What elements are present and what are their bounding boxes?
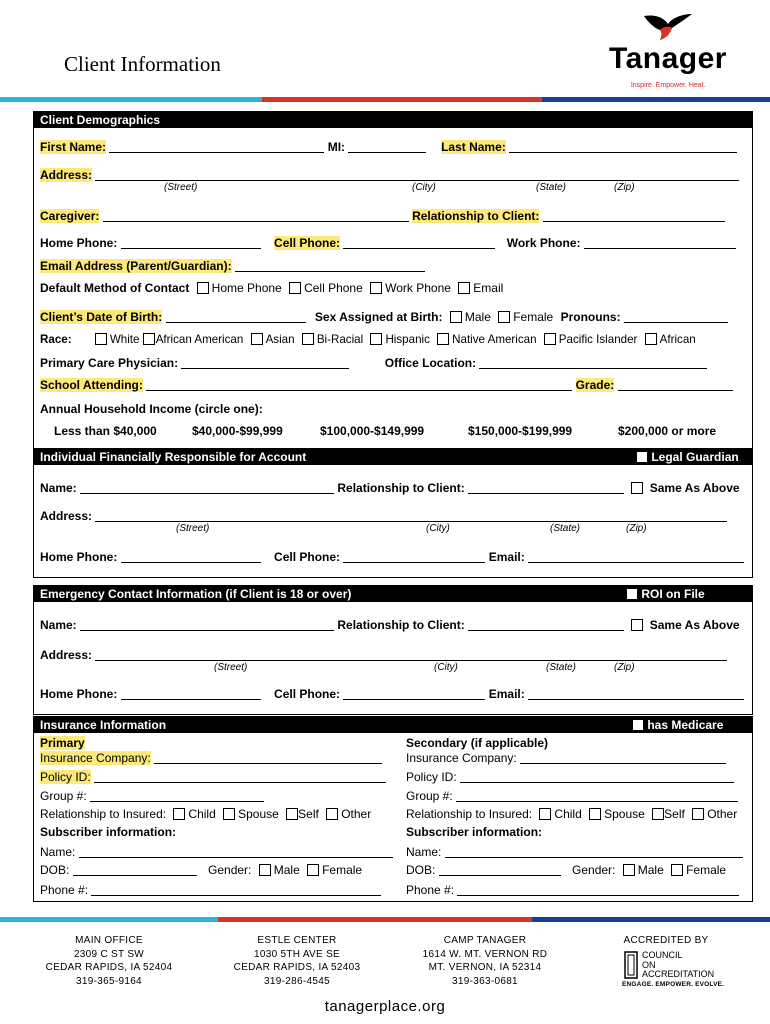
option-label: Email xyxy=(473,281,504,295)
primary-policy-field[interactable] xyxy=(94,771,386,783)
roi-checkbox[interactable] xyxy=(626,588,638,600)
physician-label: Primary Care Physician: xyxy=(40,356,179,370)
em-address-field[interactable] xyxy=(95,649,727,661)
secondary-group-label: Group #: xyxy=(406,789,453,803)
primary-relation-label: Relationship to Insured: xyxy=(40,807,167,821)
zip-caption: (Zip) xyxy=(626,523,647,534)
secondary-gender-label: Gender: xyxy=(572,863,616,877)
option-label: Female xyxy=(513,310,554,324)
primary-spouse-checkbox[interactable] xyxy=(223,808,235,820)
website-link[interactable]: tanagerplace.org xyxy=(324,998,446,1015)
accredited-label: ACCREDITED BY xyxy=(623,935,709,946)
fin-cell-phone-label: Cell Phone: xyxy=(274,550,341,564)
em-relationship-field[interactable] xyxy=(468,619,624,631)
primary-gender-label: Gender: xyxy=(208,863,252,877)
first-name-field[interactable] xyxy=(109,141,324,153)
caregiver-field[interactable] xyxy=(103,210,409,222)
primary-sub-name-label: Name: xyxy=(40,845,76,859)
secondary-dob-label: DOB: xyxy=(406,863,436,877)
pronouns-field[interactable] xyxy=(624,311,728,323)
em-same-label: Same As Above xyxy=(649,618,740,632)
last-name-field[interactable] xyxy=(509,141,737,153)
fin-home-phone-field[interactable] xyxy=(121,551,261,563)
email-label: Email Address (Parent/Guardian): xyxy=(40,259,232,273)
primary-male-checkbox[interactable] xyxy=(259,864,271,876)
school-label: School Attending: xyxy=(40,378,143,392)
secondary-subscriber-label: Subscriber information: xyxy=(406,825,543,839)
option-label: Self xyxy=(298,807,319,821)
secondary-relation-label: Relationship to Insured: xyxy=(406,807,533,821)
relationship-label: Relationship to Client: xyxy=(412,209,540,223)
office-city: MT. VERNON, IA 52314 xyxy=(428,962,542,973)
checkbox-hispanic[interactable] xyxy=(370,333,382,345)
primary-policy-label: Policy ID: xyxy=(40,770,91,784)
em-home-phone-label: Home Phone: xyxy=(40,687,118,701)
office-phone: 319-286-4545 xyxy=(264,975,330,987)
tanager-logo xyxy=(604,12,732,92)
office-label: Office Location: xyxy=(384,356,477,370)
checkbox-pacific-islander[interactable] xyxy=(544,333,556,345)
pronouns-label: Pronouns: xyxy=(560,310,621,324)
header-stripe-cyan xyxy=(0,97,262,102)
income-option[interactable]: $200,000 or more xyxy=(618,424,717,438)
medicare-checkbox[interactable] xyxy=(632,719,644,731)
office-street: 2309 C ST SW xyxy=(73,948,145,960)
option-label: Male xyxy=(464,310,491,324)
relationship-field[interactable] xyxy=(543,210,725,222)
primary-dob-field[interactable] xyxy=(73,864,197,876)
checkbox-email[interactable] xyxy=(458,282,470,294)
primary-female-checkbox[interactable] xyxy=(307,864,319,876)
race-label: Race: xyxy=(40,333,72,346)
section-header: Insurance Information xyxy=(34,717,752,733)
primary-title: Primary xyxy=(40,736,85,750)
header-stripe-red xyxy=(262,97,542,102)
option-label: Cell Phone xyxy=(304,281,363,295)
em-home-phone-field[interactable] xyxy=(121,688,261,700)
fin-relationship-field[interactable] xyxy=(468,482,624,494)
header-stripe-blue xyxy=(542,97,770,102)
secondary-phone-label: Phone #: xyxy=(406,883,455,897)
option-label: Native American xyxy=(452,333,537,346)
city-caption: (City) xyxy=(412,182,436,193)
office-city: CEDAR RAPIDS, IA 52403 xyxy=(233,962,361,973)
em-same-checkbox[interactable] xyxy=(631,619,643,631)
em-address-label: Address: xyxy=(40,648,93,662)
home-phone-label: Home Phone: xyxy=(40,236,118,250)
primary-phone-label: Phone #: xyxy=(40,883,89,897)
option-label: Other xyxy=(707,807,738,821)
roi-option[interactable] xyxy=(626,586,705,602)
primary-sub-name-field[interactable] xyxy=(79,846,393,858)
primary-subscriber-label: Subscriber information: xyxy=(40,825,177,839)
mi-label: MI: xyxy=(327,140,346,154)
coa-tagline: ENGAGE. EMPOWER. EVOLVE. xyxy=(622,981,725,988)
address-label: Address: xyxy=(40,168,93,182)
office-phone: 319-365-9164 xyxy=(76,975,142,987)
option-label: Self xyxy=(664,807,685,821)
cell-phone-label: Cell Phone: xyxy=(274,236,341,250)
office-city: CEDAR RAPIDS, IA 52404 xyxy=(45,962,173,973)
work-phone-label: Work Phone: xyxy=(506,236,581,250)
option-label: Hispanic xyxy=(385,333,430,346)
primary-company-field[interactable] xyxy=(154,752,382,764)
primary-dob-label: DOB: xyxy=(40,863,70,877)
dob-field[interactable] xyxy=(166,311,306,323)
office-name: ESTLE CENTER xyxy=(257,935,337,946)
medicare-option[interactable] xyxy=(632,717,723,733)
demographics-section xyxy=(33,111,753,453)
secondary-male-checkbox[interactable] xyxy=(623,864,635,876)
page-title: Client Information xyxy=(64,52,221,76)
fin-email-label: Email: xyxy=(488,550,525,564)
fin-home-phone-label: Home Phone: xyxy=(40,550,118,564)
option-label: Female xyxy=(686,863,727,877)
primary-company-label: Insurance Company: xyxy=(40,751,151,765)
checkbox-native-american[interactable] xyxy=(437,333,449,345)
option-label: Child xyxy=(188,807,216,821)
option-label: Bi-Racial xyxy=(316,333,364,346)
dob-label: Client’s Date of Birth: xyxy=(40,310,163,324)
income-option[interactable]: $150,000-$199,999 xyxy=(468,424,573,438)
fin-email-field[interactable] xyxy=(528,551,744,563)
checkbox-home-phone[interactable] xyxy=(197,282,209,294)
financial-section xyxy=(33,448,753,578)
option-label: Spouse xyxy=(604,807,645,821)
option-label: Spouse xyxy=(238,807,279,821)
coa-line: ON xyxy=(642,959,656,970)
primary-group-label: Group #: xyxy=(40,789,87,803)
option-label: Female xyxy=(322,863,363,877)
logo-tagline: Inspire. Empower. Heal. xyxy=(630,82,706,89)
option-label: Work Phone xyxy=(385,281,451,295)
office-field[interactable] xyxy=(479,357,707,369)
city-caption: (City) xyxy=(434,662,458,673)
income-option[interactable]: $40,000-$99,999 xyxy=(192,424,283,438)
office-phone: 319-363-0681 xyxy=(452,975,518,987)
secondary-self-checkbox[interactable] xyxy=(652,808,664,820)
em-email-field[interactable] xyxy=(528,688,744,700)
accreditation-block xyxy=(604,934,728,948)
secondary-other-checkbox[interactable] xyxy=(692,808,704,820)
sex-label: Sex Assigned at Birth: xyxy=(314,310,443,324)
coa-line: ACCREDITATION xyxy=(642,969,715,979)
section-header: Emergency Contact Information (if Client is 18 or over) xyxy=(34,586,752,602)
zip-caption: (Zip) xyxy=(614,182,635,193)
secondary-policy-field[interactable] xyxy=(460,771,734,783)
office-street: 1614 W. MT. VERNON RD xyxy=(422,948,548,960)
fin-address-label: Address: xyxy=(40,509,93,523)
default-contact-label: Default Method of Contact xyxy=(40,281,190,295)
primary-group-field[interactable] xyxy=(90,790,264,802)
secondary-group-field[interactable] xyxy=(456,790,738,802)
option-label: Home Phone xyxy=(211,281,282,295)
footer-stripe-red xyxy=(218,917,532,922)
primary-child-checkbox[interactable] xyxy=(173,808,185,820)
option-label: Other xyxy=(341,807,372,821)
last-name-label: Last Name: xyxy=(441,140,506,154)
legal-guardian-option[interactable] xyxy=(636,449,739,465)
secondary-sub-name-field[interactable] xyxy=(445,846,743,858)
primary-self-checkbox[interactable] xyxy=(286,808,298,820)
secondary-title: Secondary (if applicable) xyxy=(406,736,549,750)
medicare-label: has Medicare xyxy=(647,718,724,732)
home-phone-field[interactable] xyxy=(121,237,261,249)
checkbox-african-american[interactable] xyxy=(143,333,155,345)
em-cell-phone-label: Cell Phone: xyxy=(274,687,341,701)
office-name: CAMP TANAGER xyxy=(443,935,527,946)
income-option[interactable]: Less than $40,000 xyxy=(54,424,157,438)
estle-center-block xyxy=(218,934,376,988)
checkbox-bi-racial[interactable] xyxy=(302,333,314,345)
fin-same-label: Same As Above xyxy=(649,481,740,495)
income-option[interactable]: $100,000-$149,999 xyxy=(320,424,425,438)
legal-guardian-label: Legal Guardian xyxy=(651,450,739,464)
option-label: White xyxy=(109,333,140,346)
checkbox-african[interactable] xyxy=(645,333,657,345)
fin-name-field[interactable] xyxy=(80,482,334,494)
coa-logo-icon xyxy=(624,951,638,979)
insurance-section xyxy=(33,716,753,902)
zip-caption: (Zip) xyxy=(614,662,635,673)
option-label: Male xyxy=(273,863,300,877)
em-email-label: Email: xyxy=(488,687,525,701)
fin-same-checkbox[interactable] xyxy=(631,482,643,494)
section-header: Client Demographics xyxy=(34,112,752,128)
work-phone-field[interactable] xyxy=(584,237,736,249)
option-label: African xyxy=(659,333,696,346)
em-name-field[interactable] xyxy=(80,619,334,631)
secondary-policy-label: Policy ID: xyxy=(406,770,457,784)
secondary-phone-field[interactable] xyxy=(457,884,739,896)
mi-field[interactable] xyxy=(348,141,426,153)
email-field[interactable] xyxy=(235,260,425,272)
state-caption: (State) xyxy=(536,182,567,193)
option-label: Asian xyxy=(265,333,295,346)
camp-tanager-block xyxy=(406,934,564,988)
fin-name-label: Name: xyxy=(40,481,77,495)
primary-phone-field[interactable] xyxy=(91,884,381,896)
first-name-label: First Name: xyxy=(40,140,107,154)
office-name: MAIN OFFICE xyxy=(75,935,143,946)
cell-phone-field[interactable] xyxy=(343,237,495,249)
fin-address-field[interactable] xyxy=(95,510,727,522)
em-name-label: Name: xyxy=(40,618,77,632)
checkbox-male[interactable] xyxy=(450,311,462,323)
fin-cell-phone-field[interactable] xyxy=(343,551,485,563)
city-caption: (City) xyxy=(426,523,450,534)
checkbox-white[interactable] xyxy=(95,333,107,345)
street-caption: (Street) xyxy=(214,662,248,673)
emergency-section xyxy=(33,585,753,715)
option-label: Pacific Islander xyxy=(558,333,638,346)
checkbox-female[interactable] xyxy=(498,311,510,323)
state-caption: (State) xyxy=(550,523,581,534)
checkbox-work-phone[interactable] xyxy=(370,282,382,294)
bird-icon xyxy=(642,12,694,42)
grade-field[interactable] xyxy=(618,379,733,391)
footer-stripe-blue xyxy=(532,917,770,922)
checkbox-asian[interactable] xyxy=(251,333,263,345)
logo-wordmark: Tanager xyxy=(609,42,727,75)
income-label: Annual Household Income (circle one): xyxy=(40,402,263,416)
secondary-child-checkbox[interactable] xyxy=(539,808,551,820)
checkbox-cell-phone[interactable] xyxy=(289,282,301,294)
address-field[interactable] xyxy=(95,169,739,181)
street-caption: (Street) xyxy=(164,182,198,193)
physician-field[interactable] xyxy=(181,357,349,369)
coa-line: COUNCIL xyxy=(642,950,683,960)
option-label: Male xyxy=(637,863,664,877)
option-label: Child xyxy=(554,807,582,821)
roi-label: ROI on File xyxy=(641,587,705,601)
footer-stripe-cyan xyxy=(0,917,218,922)
secondary-sub-name-label: Name: xyxy=(406,845,442,859)
school-field[interactable] xyxy=(146,379,572,391)
secondary-spouse-checkbox[interactable] xyxy=(589,808,601,820)
coa-wordmark xyxy=(642,951,714,980)
secondary-company-label: Insurance Company: xyxy=(406,751,517,765)
secondary-company-field[interactable] xyxy=(520,752,726,764)
caregiver-label: Caregiver: xyxy=(40,209,100,223)
section-header: Individual Financially Responsible for Account xyxy=(34,449,752,465)
street-caption: (Street) xyxy=(176,523,210,534)
secondary-female-checkbox[interactable] xyxy=(671,864,683,876)
em-cell-phone-field[interactable] xyxy=(343,688,485,700)
secondary-dob-field[interactable] xyxy=(439,864,561,876)
main-office-block xyxy=(30,934,188,988)
grade-label: Grade: xyxy=(575,378,615,392)
fin-relationship-label: Relationship to Client: xyxy=(337,481,465,495)
legal-guardian-checkbox[interactable] xyxy=(636,451,648,463)
primary-other-checkbox[interactable] xyxy=(326,808,338,820)
option-label: African American xyxy=(155,333,244,346)
state-caption: (State) xyxy=(546,662,577,673)
office-street: 1030 5TH AVE SE xyxy=(253,948,341,960)
em-relationship-label: Relationship to Client: xyxy=(337,618,465,632)
